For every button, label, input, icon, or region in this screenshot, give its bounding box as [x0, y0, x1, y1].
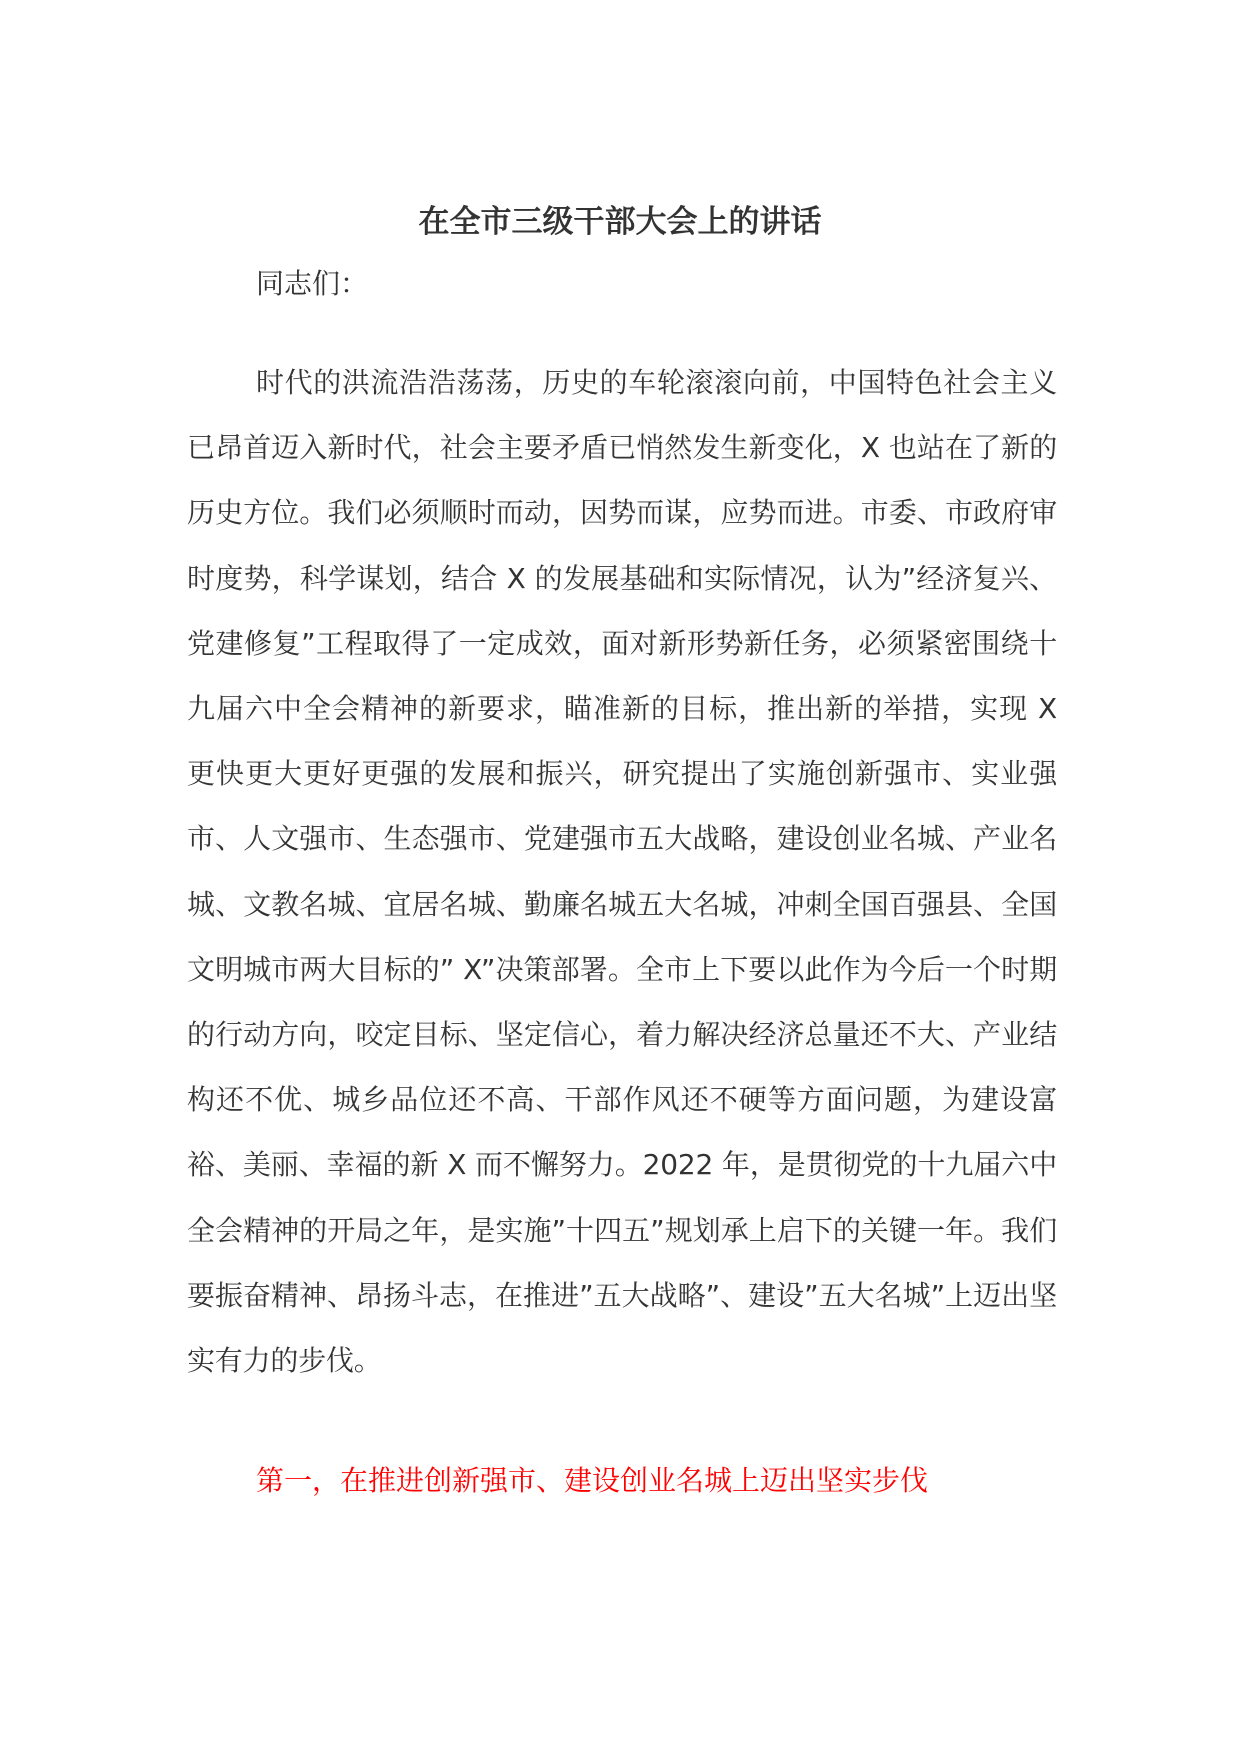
salutation: 同志们：	[256, 267, 369, 300]
body-paragraph: 时代的洪流浩浩荡荡，历史的车轮滚滚向前，中国特色社会主义已昂首迈入新时代，社会主要矛盾已悄然发生新变化，X 也站在了新的历史方位。我们必须顺时而动，因势而谋，应势而进。市委、市政府审时度势，科学谋划，结合 X 的发展基础和实际情况，认为”经济复兴、党建修复”工程取得了一定成效，面对新形势新任务，必须紧密围绕十九届六中全会精神的新要求，瞄准新的目标，推出新的举措，实现 X 更快更大更好更强的发展和振兴，研究提出了实施创新强市、实业强市、人文强市、生态强市、党建强市五大战略，建设创业名城、产业名城、文教名城、宜居名城、勤廉名城五大名城，冲刺全国百强县、全国文明城市两大目标的” X”决策部署。全市上下要以此作为今后一个时期的行动方向，咬定目标、坚定信心，着力解决经济总量还不大、产业结构还不优、城乡品位还不高、干部作风还不硬等方面问题，为建设富裕、美丽、幸福的新 X 而不懈努力。2022 年，是贯彻党的十九届六中全会精神的开局之年，是实施”十四五”规划承上启下的关键一年。我们要振奋精神、昂扬斗志，在推进”五大战略”、建设”五大名城”上迈出坚实有力的步伐。	[187, 366, 1057, 1378]
document-title: 在全市三级干部大会上的讲话	[418, 204, 822, 240]
section-heading: 第一，在推进创新强市、建设创业名城上迈出坚实步伐	[256, 1464, 929, 1497]
